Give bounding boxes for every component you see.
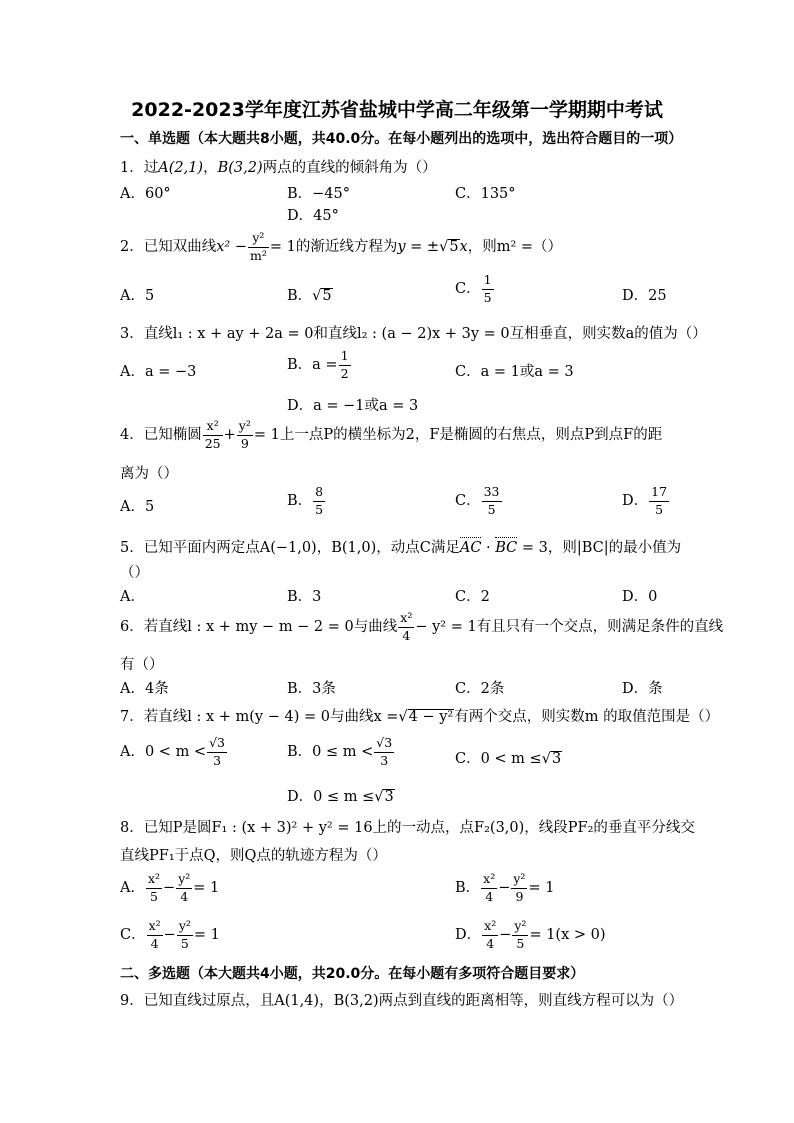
q3-option-d: D．a = −1或a = 3 (287, 398, 419, 414)
q8-option-c: C． $\frac{\text{x²}}{4}$ − $\frac{\text{y²}}{5}$ = 1 (120, 918, 220, 951)
q8-option-a: A． $\frac{\text{x²}}{5}$ − $\frac{\text{y²}}{4}$ = 1 (120, 871, 220, 904)
question-3: 3．直线l₁ : x + ay + 2a = 0和直线l₂ : (a − 2)x + 3y = 0互相垂直，则实数a的值为（） (120, 326, 707, 342)
question-6: 6．若直线l : x + my − m − 2 = 0与曲线 $\frac{\text{x²}}{4}$ − y² = 1有且只有一个交点，则满足条件的直线 (120, 610, 724, 643)
question-5: 5．已知平面内两定点A(−1,0)，B(1,0)，动点C满足AC · BC = 3，则|BC|的最小值为 (120, 540, 682, 556)
q4-option-c: C． $\frac{33}{5}$ (455, 484, 500, 517)
q5-option-c: C．2 (455, 589, 490, 605)
q5-option-b: B．3 (287, 589, 322, 605)
q6-option-d: D．条 (622, 681, 663, 697)
page-title: 2022-2023学年度江苏省盐城中学高二年级第一学期期中考试 (131, 99, 663, 121)
question-9: 9．已知直线过原点，且A(1,4)，B(3,2)两点到直线的距离相等，则直线方程可以为（） (120, 993, 684, 1009)
q7-option-b: B．0 ≤ m < $\frac{√3}{3}$ (287, 735, 393, 768)
q4-option-b: B． $\frac{8}{5}$ (287, 484, 324, 517)
q3-option-c: C．a = 1或a = 3 (455, 364, 574, 380)
question-7: 7．若直线l : x + m(y − 4) = 0与曲线x =√4 − y²有两个交点，则实数m 的取值范围是（） (120, 709, 720, 725)
q6-option-c: C．2条 (455, 681, 505, 697)
q8-option-b: B． $\frac{\text{x²}}{4}$ − $\frac{\text{y²}}{9}$ = 1 (455, 871, 555, 904)
question-2: 2．已知双曲线x² − $\frac{\text{y²}}{\text{m²}}$ = 1的渐近线方程为y = ±√5x，则m² =（） (120, 230, 563, 263)
question-8: 8．已知P是圆F₁ : (x + 3)² + y² = 16上的一动点，点F₂(3,0)，线段PF₂的垂直平分线交 (120, 820, 695, 836)
q7-option-d: D．0 ≤ m ≤√3 (287, 789, 394, 805)
q5-option-a: A． (120, 589, 145, 605)
q2-option-b: B．√5 (287, 288, 332, 304)
q1-option-b: B．−45° (287, 186, 351, 202)
q4-option-a: A．5 (120, 499, 155, 515)
q6-option-b: B．3条 (287, 681, 336, 697)
q7-option-a: A．0 < m < $\frac{√3}{3}$ (120, 735, 225, 768)
question-5-line2: （） (120, 565, 149, 581)
q3-option-a: A．a = −3 (120, 364, 197, 380)
q1-option-d: D．45° (287, 208, 339, 224)
question-4-line2: 离为（） (120, 466, 178, 482)
question-6-line2: 有（） (120, 657, 164, 673)
question-1: 1．过A(2,1)，B(3,2)两点的直线的倾斜角为（） (120, 160, 437, 176)
q2-option-c: C． $\frac{1}{5}$ (455, 272, 492, 305)
question-4: 4．已知椭圆 $\frac{\text{x²}}{25}$ + $\frac{\text{y²}}{9}$ = 1上一点P的横坐标为2，F是椭圆的右焦点，则点P到点F的距 (120, 418, 663, 451)
question-8-line2: 直线PF₁于点Q，则Q点的轨迹方程为（） (120, 848, 387, 864)
q2-option-d: D．25 (622, 288, 667, 304)
q4-option-d: D． $\frac{17}{5}$ (622, 484, 668, 517)
section-heading-single-choice: 一、单选题（本大题共8小题，共40.0分。在每小题列出的选项中，选出符合题目的一项） (120, 131, 683, 147)
q5-option-d: D．0 (622, 589, 658, 605)
q1-option-c: C．135° (455, 186, 516, 202)
q6-option-a: A．4条 (120, 681, 169, 697)
q7-option-c: C．0 < m ≤√3 (455, 751, 562, 767)
section-heading-multiple-choice: 二、多选题（本大题共4小题，共20.0分。在每小题有多项符合题目要求） (120, 966, 585, 982)
q8-option-d: D． $\frac{\text{x²}}{4}$ − $\frac{\text{y²}}{5}$ = 1(x > 0) (455, 918, 606, 951)
q1-option-a: A．60° (120, 186, 171, 202)
q3-option-b: B．a = $\frac{1}{2}$ (287, 348, 349, 381)
q2-option-a: A．5 (120, 288, 155, 304)
